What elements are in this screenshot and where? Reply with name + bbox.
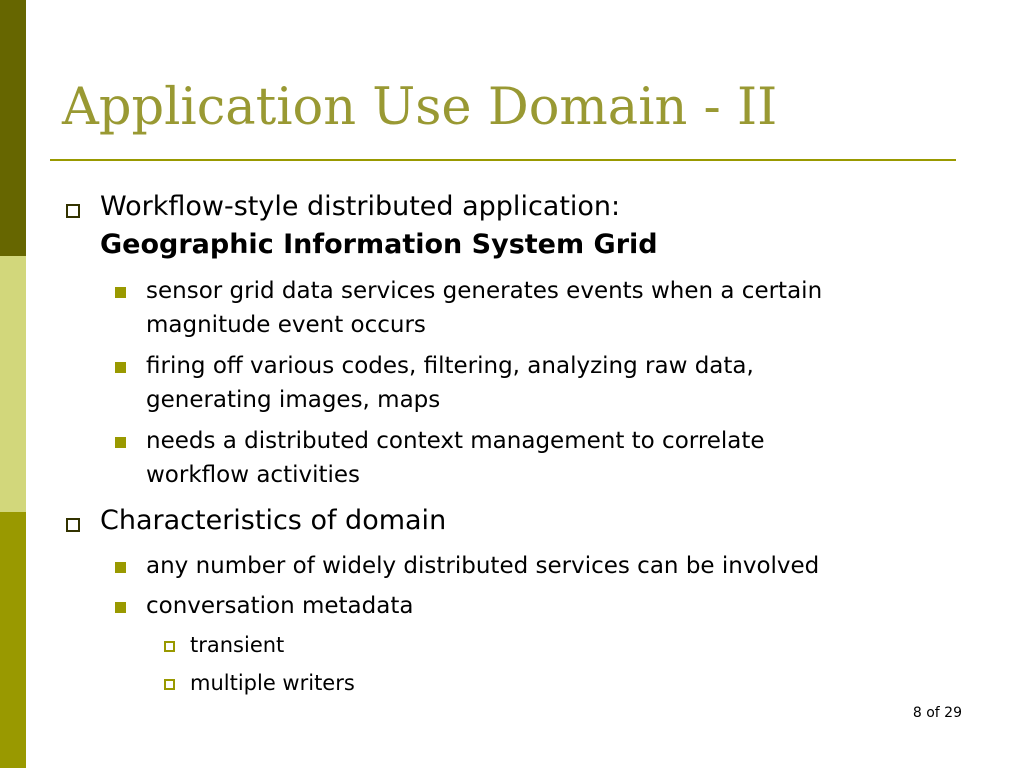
sidebar-dark-band xyxy=(0,0,26,256)
bullet-line-emphasis: Geographic Information System Grid xyxy=(100,229,658,260)
square-bullet-icon xyxy=(115,562,126,573)
square-bullet-icon xyxy=(115,362,126,373)
bullet-line: workflow activities xyxy=(146,462,361,488)
bullet-line: transient xyxy=(190,633,285,657)
bullet-line: sensor grid data services generates events when a certain xyxy=(146,278,823,304)
hollow-square-bullet-icon xyxy=(66,204,80,218)
bullet-workflow xyxy=(100,188,658,264)
bullet-firing-off xyxy=(146,349,754,417)
bullet-line: magnitude event occurs xyxy=(146,312,426,338)
bullet-multiple-writers xyxy=(190,668,355,698)
bullet-context-management xyxy=(146,424,765,492)
bullet-characteristics xyxy=(100,502,446,540)
bullet-transient xyxy=(190,630,284,660)
bullet-line: multiple writers xyxy=(190,671,355,695)
bullet-line: generating images, maps xyxy=(146,387,441,413)
bullet-conversation-metadata xyxy=(146,589,413,623)
square-bullet-icon xyxy=(115,602,126,613)
sidebar-olive-band xyxy=(0,512,26,768)
slide-title: Application Use Domain - II xyxy=(62,78,778,137)
bullet-line: any number of widely distributed services can be involved xyxy=(146,553,820,579)
sidebar-light-band xyxy=(0,256,26,512)
bullet-line: conversation metadata xyxy=(146,593,414,619)
hollow-square-bullet-icon xyxy=(164,679,175,690)
bullet-line: needs a distributed context management to correlate xyxy=(146,428,765,454)
page-number: 8 of 29 xyxy=(912,705,962,721)
bullet-line: firing off various codes, filtering, analyzing raw data, xyxy=(146,353,754,379)
bullet-distributed-services xyxy=(146,549,819,583)
bullet-line: Workflow-style distributed application: xyxy=(100,191,621,222)
bullet-line: Characteristics of domain xyxy=(100,505,447,536)
hollow-square-bullet-icon xyxy=(164,641,175,652)
hollow-square-bullet-icon xyxy=(66,518,80,532)
title-divider xyxy=(50,159,956,161)
square-bullet-icon xyxy=(115,437,126,448)
square-bullet-icon xyxy=(115,287,126,298)
bullet-sensor-grid xyxy=(146,274,822,342)
